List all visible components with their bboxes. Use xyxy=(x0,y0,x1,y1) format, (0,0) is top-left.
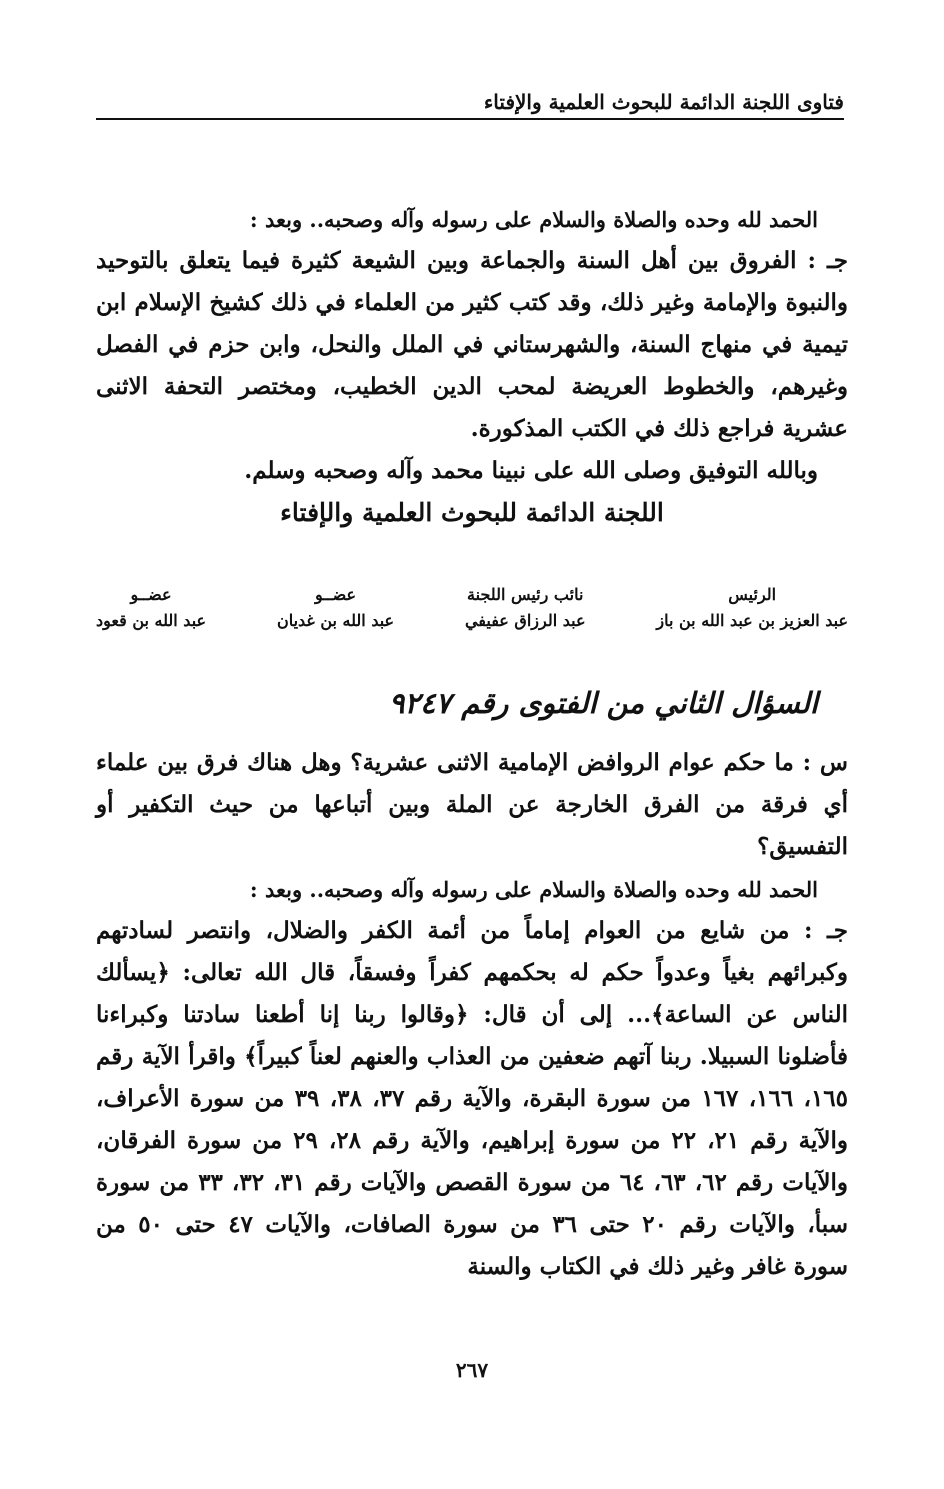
signature-role: الرئيس xyxy=(728,585,777,604)
answer-2-body: جـ : من شايع من العوام إماماً من أئمة الكفر والضلال، وانتصر لسادتهم وكبرائهم بغياً وعدواً حكم له بحكمهم كفراً وفسقاً، قال الله تعالى: ﴿يسألك الناس عن الساعة﴾... إلى أن قال: ﴿وقالوا ربنا إنا أطعنا سادتنا وكبراءنا فأضلونا السبيلا. ربنا آتهم ضعفين من العذاب والعنهم لعناً كبيراً﴾ واقرأ الآية رقم ١٦٥، ١٦٦، ١٦٧ من سورة البقرة، والآية رقم ٣٧، ٣٨، ٣٩ من سورة الأعراف، والآية رقم ٢١، ٢٢ من سورة إبراهيم، والآية رقم ٢٨، ٢٩ من سورة الفرقان، والآيات رقم ٦٢، ٦٣، ٦٤ من سورة القصص والآيات رقم ٣١، ٣٢، ٣٣ من سورة سبأ، والآيات رقم ٢٠ حتى ٣٦ من سورة الصافات، والآيات ٤٧ حتى ٥٠ من سورة غافر وغير ذلك في الكتاب والسنة xyxy=(96,917,849,1280)
signature-role: عضــو xyxy=(130,585,172,604)
signature-member-1 xyxy=(277,582,394,634)
answer-1-greeting: الحمد لله وحده والصلاة والسلام على رسوله وآله وصحبه.. وبعد : xyxy=(249,207,818,232)
signatures-row xyxy=(96,582,848,634)
signature-vice-chairman xyxy=(465,582,586,634)
question-2-title: السؤال الثاني من الفتوى رقم ٩٢٤٧ xyxy=(388,686,818,720)
signature-member-2 xyxy=(96,582,206,634)
signature-role: عضــو xyxy=(314,585,357,604)
committee-name: اللجنة الدائمة للبحوث العلمية والإفتاء xyxy=(280,498,664,527)
page-number: ٢٦٧ xyxy=(455,1358,489,1382)
question-2-block xyxy=(96,742,848,1288)
answer-1-block xyxy=(96,200,848,492)
signature-role: نائب رئيس اللجنة xyxy=(467,585,584,604)
question-2-text: س : ما حكم عوام الروافض الإمامية الاثنى عشرية؟ وهل هناك فرق بين علماء أي فرقة من الفرق الخارجة عن الملة وبين أتباعها من حيث التكفير أو التفسيق؟ xyxy=(96,749,848,860)
answer-1-body: جـ : الفروق بين أهل السنة والجماعة وبين الشيعة كثيرة فيما يتعلق بالتوحيد والنبوة والإمامة وغير ذلك، وقد كتب كثير من العلماء في ذلك كشيخ الإسلام ابن تيمية في منهاج السنة، والشهرستاني في الملل والنحل، وابن حزم في الفصل وغيرهم، والخطوط العريضة لمحب الدين الخطيب، ومختصر التحفة الاثنى عشرية فراجع ذلك في الكتب المذكورة. xyxy=(96,247,848,442)
answer-1-closing: وبالله التوفيق وصلى الله على نبينا محمد وآله وصحبه وسلم. xyxy=(244,457,818,484)
signature-name: عبد الرزاق عفيفي xyxy=(464,611,586,630)
signature-name: عبد الله بن غديان xyxy=(276,611,395,630)
signature-chairman xyxy=(656,582,848,634)
header-rule xyxy=(96,118,844,120)
signature-name: عبد الله بن قعود xyxy=(96,611,207,630)
running-title: فتاوى اللجنة الدائمة للبحوث العلمية والإفتاء xyxy=(483,90,844,114)
answer-2-greeting: الحمد لله وحده والصلاة والسلام على رسوله وآله وصحبه.. وبعد : xyxy=(249,877,818,902)
signature-name: عبد العزيز بن عبد الله بن باز xyxy=(656,611,848,630)
